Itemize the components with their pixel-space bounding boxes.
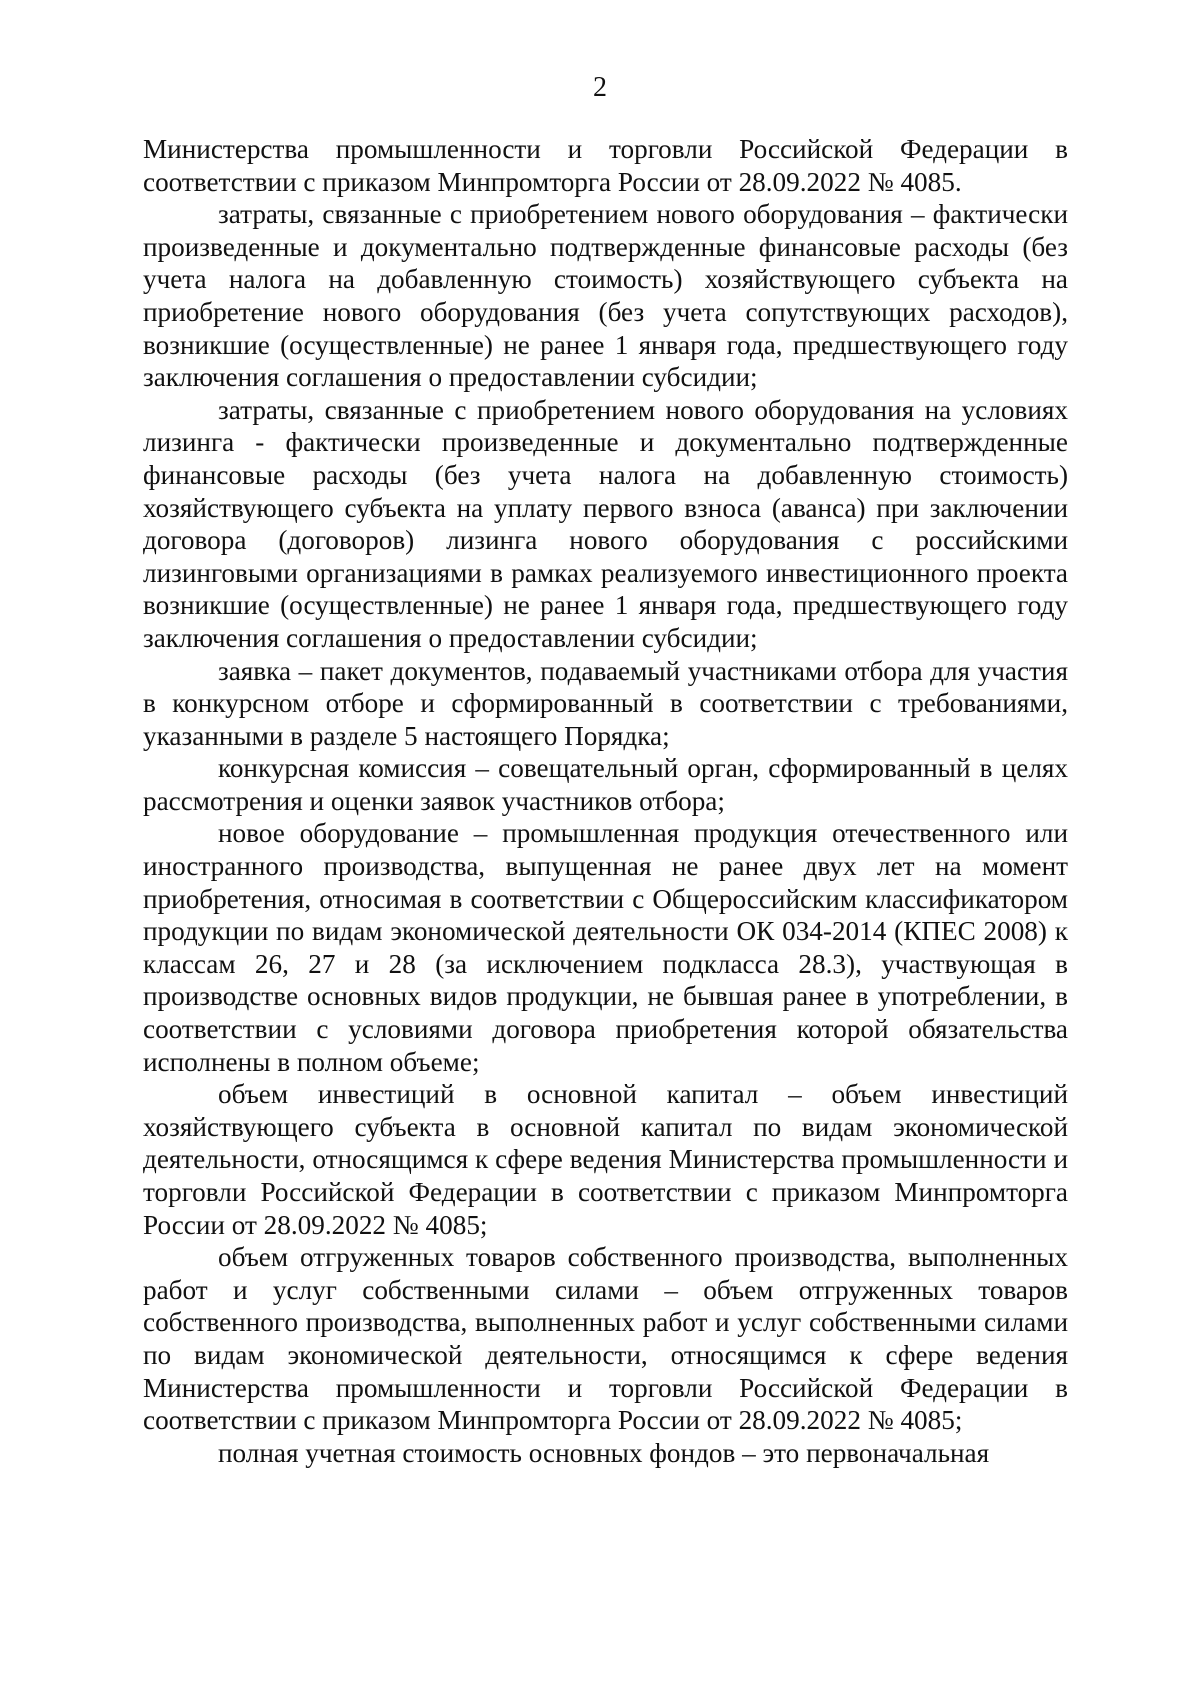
definition-zayavka: заявка – пакет документов, подаваемый участниками отбора для участия в конкурсном отборе и сформированный в соответствии с требованиями, указанными в разделе 5 настоящего Порядка;	[143, 655, 1068, 751]
paragraph-continuation: Министерства промышленности и торговли Российской Федерации в соответствии с приказом Минпромторга России от 28.09.2022 № 4085.	[143, 134, 1068, 197]
definition-zatraty-oborudovanie: затраты, связанные с приобретением нового оборудования – фактически произведенные и документально подтвержденные финансовые расходы (без учета налога на добавленную стоимость) хозяйствующего субъекта на приобретение нового оборудования (без учета сопутствующих расходов), возникшие (осуществленные) не ранее 1 января года, предшествующего году заключения соглашения о предоставлении субсидии;	[143, 199, 1068, 393]
page-number: 2	[593, 72, 607, 103]
definition-zatraty-lizing: затраты, связанные с приобретением нового оборудования на условиях лизинга - фактически произведенные и документально подтвержденные финансовые расходы (без учета налога на добавленную стоимость) хозяйствующего субъекта на уплату первого взноса (аванса) при заключении договора (договоров) лизинга нового оборудования с российскими лизинговыми организациями в рамках реализуемого инвестиционного проекта возникшие (осуществленные) не ранее 1 января года, предшествующего году заключения соглашения о предоставлении субсидии;	[143, 394, 1068, 653]
definition-konkursnaya-komissiya: конкурсная комиссия – совещательный орган, сформированный в целях рассмотрения и оценки заявок участников отбора;	[143, 753, 1068, 816]
definition-obem-otgruzhennyh-tovarov: объем отгруженных товаров собственного производства, выполненных работ и услуг собственными силами – объем отгруженных товаров собственного производства, выполненных работ и услуг собственными силами по видам экономической деятельности, относящимся к сфере ведения Министерства промышленности и торговли Российской Федерации в соответствии с приказом Минпромторга России от 28.09.2022 № 4085;	[143, 1242, 1068, 1436]
document-body	[143, 133, 1068, 1469]
definition-polnaya-uchetnaya-stoimost: полная учетная стоимость основных фондов – это первоначальная	[218, 1437, 990, 1468]
definition-novoe-oborudovanie: новое оборудование – промышленная продукция отечественного или иностранного производства, выпущенная не ранее двух лет на момент приобретения, относимая в соответствии с Общероссийским классификатором продукции по видам экономической деятельности ОК 034-2014 (КПЕС 2008) к классам 26, 27 и 28 (за исключением подкласса 28.3), участвующая в производстве основных видов продукции, не бывшая ранее в употреблении, в соответствии с условиями договора приобретения которой обязательства исполнены в полном объеме;	[143, 818, 1068, 1077]
definition-obem-investiciy: объем инвестиций в основной капитал – объем инвестиций хозяйствующего субъекта в основной капитал по видам экономической деятельности, относящимся к сфере ведения Министерства промышленности и торговли Российской Федерации в соответствии с приказом Минпромторга России от 28.09.2022 № 4085;	[143, 1079, 1068, 1240]
